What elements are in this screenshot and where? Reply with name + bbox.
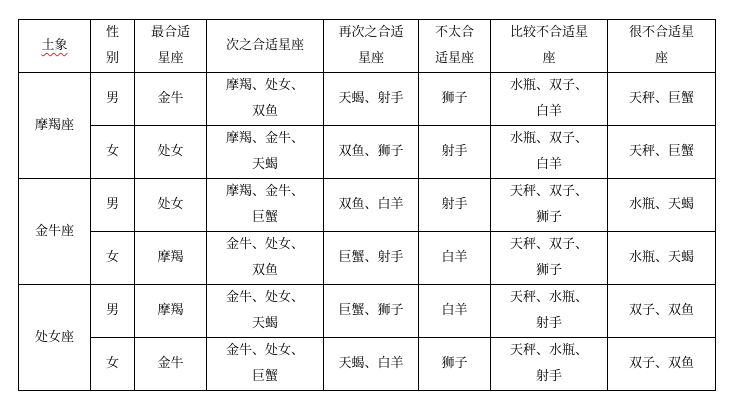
best-cell bbox=[135, 126, 207, 179]
less-cell bbox=[419, 126, 491, 179]
gender-label: 女 bbox=[105, 250, 119, 265]
second-line: 摩羯、金牛、 bbox=[225, 184, 304, 199]
poor-line: 水瓶、双子、 bbox=[509, 131, 588, 146]
header-less-line-1: 不太合 bbox=[434, 25, 474, 40]
best-text: 金牛 bbox=[157, 356, 184, 371]
second-line: 天蝎 bbox=[251, 316, 278, 331]
header-worst-line-1: 很不合适星 bbox=[628, 25, 694, 40]
second-cell bbox=[207, 126, 324, 179]
second-line: 双鱼 bbox=[251, 263, 278, 278]
second-cell bbox=[207, 73, 324, 126]
third-cell bbox=[324, 285, 419, 338]
gender-cell bbox=[91, 285, 135, 338]
less-text: 白羊 bbox=[441, 250, 468, 265]
worst-cell bbox=[608, 73, 716, 126]
worst-text: 水瓶、天蝎 bbox=[628, 250, 694, 265]
worst-cell bbox=[608, 285, 716, 338]
second-cell bbox=[207, 232, 324, 285]
second-cell bbox=[207, 285, 324, 338]
header-poor-line-2: 座 bbox=[542, 51, 556, 66]
worst-text: 双子、双鱼 bbox=[628, 303, 694, 318]
third-cell bbox=[324, 338, 419, 391]
third-text: 天蝎、射手 bbox=[338, 91, 404, 106]
poor-cell bbox=[491, 285, 608, 338]
third-cell bbox=[324, 232, 419, 285]
worst-text: 水瓶、天蝎 bbox=[628, 197, 694, 212]
best-text: 处女 bbox=[157, 197, 184, 212]
header-poor bbox=[491, 20, 608, 73]
sign-cell bbox=[19, 285, 91, 391]
header-third-line-1: 再次之合适 bbox=[338, 25, 404, 40]
less-text: 狮子 bbox=[441, 356, 468, 371]
less-cell bbox=[419, 338, 491, 391]
header-best-line-2: 星座 bbox=[157, 51, 184, 66]
less-text: 白羊 bbox=[441, 303, 468, 318]
poor-line: 狮子 bbox=[535, 263, 562, 278]
header-less bbox=[419, 20, 491, 73]
zodiac-compatibility-table bbox=[18, 19, 716, 391]
poor-line: 天秤、双子、 bbox=[509, 184, 588, 199]
header-element-text: 土象 bbox=[41, 38, 68, 53]
poor-line: 射手 bbox=[535, 316, 562, 331]
gender-cell bbox=[91, 73, 135, 126]
header-third-line-2: 星座 bbox=[357, 51, 384, 66]
sign-label: 金牛座 bbox=[34, 223, 74, 239]
poor-cell bbox=[491, 126, 608, 179]
third-cell bbox=[324, 73, 419, 126]
worst-text: 天秤、巨蟹 bbox=[628, 144, 694, 159]
worst-cell bbox=[608, 126, 716, 179]
second-line: 双鱼 bbox=[251, 104, 278, 119]
third-text: 双鱼、狮子 bbox=[338, 144, 404, 159]
second-line: 巨蟹 bbox=[251, 210, 278, 225]
best-cell bbox=[135, 73, 207, 126]
poor-line: 天秤、双子、 bbox=[509, 237, 588, 252]
best-cell bbox=[135, 338, 207, 391]
less-text: 射手 bbox=[441, 197, 468, 212]
third-cell bbox=[324, 179, 419, 232]
header-second-line-1: 次之合适星座 bbox=[225, 38, 304, 53]
worst-cell bbox=[608, 232, 716, 285]
sign-label: 处女座 bbox=[34, 329, 74, 345]
less-cell bbox=[419, 232, 491, 285]
best-cell bbox=[135, 232, 207, 285]
header-gender-line-2: 别 bbox=[105, 51, 119, 66]
header-less-line-2: 适星座 bbox=[434, 51, 474, 66]
second-line: 摩羯、处女、 bbox=[225, 78, 304, 93]
table-row bbox=[19, 73, 716, 126]
gender-cell bbox=[91, 179, 135, 232]
poor-cell bbox=[491, 73, 608, 126]
poor-cell bbox=[491, 232, 608, 285]
worst-cell bbox=[608, 338, 716, 391]
third-text: 双鱼、白羊 bbox=[338, 197, 404, 212]
less-text: 狮子 bbox=[441, 91, 468, 106]
header-worst bbox=[608, 20, 716, 73]
gender-label: 女 bbox=[105, 356, 119, 371]
second-line: 摩羯、金牛、 bbox=[225, 131, 304, 146]
third-text: 巨蟹、狮子 bbox=[338, 303, 404, 318]
sign-cell bbox=[19, 179, 91, 285]
best-cell bbox=[135, 179, 207, 232]
poor-line: 狮子 bbox=[535, 210, 562, 225]
worst-text: 双子、双鱼 bbox=[628, 356, 694, 371]
poor-cell bbox=[491, 179, 608, 232]
second-line: 天蝎 bbox=[251, 157, 278, 172]
header-poor-line-1: 比较不合适星 bbox=[509, 25, 588, 40]
table-row bbox=[19, 126, 716, 179]
best-text: 金牛 bbox=[157, 91, 184, 106]
second-line: 金牛、处女、 bbox=[225, 343, 304, 358]
second-line: 金牛、处女、 bbox=[225, 237, 304, 252]
poor-line: 射手 bbox=[535, 369, 562, 384]
sign-label: 摩羯座 bbox=[34, 117, 74, 133]
header-best bbox=[135, 20, 207, 73]
poor-line: 天秤、水瓶、 bbox=[509, 290, 588, 305]
gender-cell bbox=[91, 338, 135, 391]
gender-label: 女 bbox=[105, 144, 119, 159]
third-text: 天蝎、白羊 bbox=[338, 356, 404, 371]
poor-line: 白羊 bbox=[535, 104, 562, 119]
less-cell bbox=[419, 285, 491, 338]
poor-line: 白羊 bbox=[535, 157, 562, 172]
worst-text: 天秤、巨蟹 bbox=[628, 91, 694, 106]
sign-cell bbox=[19, 73, 91, 179]
table-row bbox=[19, 285, 716, 338]
second-line: 金牛、处女、 bbox=[225, 290, 304, 305]
gender-label: 男 bbox=[105, 303, 119, 318]
gender-label: 男 bbox=[105, 197, 119, 212]
third-text: 巨蟹、射手 bbox=[338, 250, 404, 265]
table-row bbox=[19, 179, 716, 232]
header-gender bbox=[91, 20, 135, 73]
poor-line: 天秤、水瓶、 bbox=[509, 343, 588, 358]
third-cell bbox=[324, 126, 419, 179]
poor-line: 水瓶、双子、 bbox=[509, 78, 588, 93]
header-element bbox=[19, 20, 91, 73]
best-text: 处女 bbox=[157, 144, 184, 159]
compatibility-table-container bbox=[18, 19, 715, 389]
worst-cell bbox=[608, 179, 716, 232]
less-cell bbox=[419, 179, 491, 232]
header-third bbox=[324, 20, 419, 73]
best-text: 摩羯 bbox=[157, 303, 184, 318]
second-line: 巨蟹 bbox=[251, 369, 278, 384]
best-text: 摩羯 bbox=[157, 250, 184, 265]
second-cell bbox=[207, 179, 324, 232]
header-worst-line-2: 座 bbox=[654, 51, 668, 66]
second-cell bbox=[207, 338, 324, 391]
table-body bbox=[19, 73, 716, 391]
poor-cell bbox=[491, 338, 608, 391]
gender-label: 男 bbox=[105, 91, 119, 106]
gender-cell bbox=[91, 126, 135, 179]
header-row bbox=[19, 20, 716, 73]
header-second bbox=[207, 20, 324, 73]
table-row bbox=[19, 232, 716, 285]
less-text: 射手 bbox=[441, 144, 468, 159]
header-best-line-1: 最合适 bbox=[150, 25, 190, 40]
table-row bbox=[19, 338, 716, 391]
gender-cell bbox=[91, 232, 135, 285]
header-gender-line-1: 性 bbox=[105, 25, 119, 40]
best-cell bbox=[135, 285, 207, 338]
less-cell bbox=[419, 73, 491, 126]
